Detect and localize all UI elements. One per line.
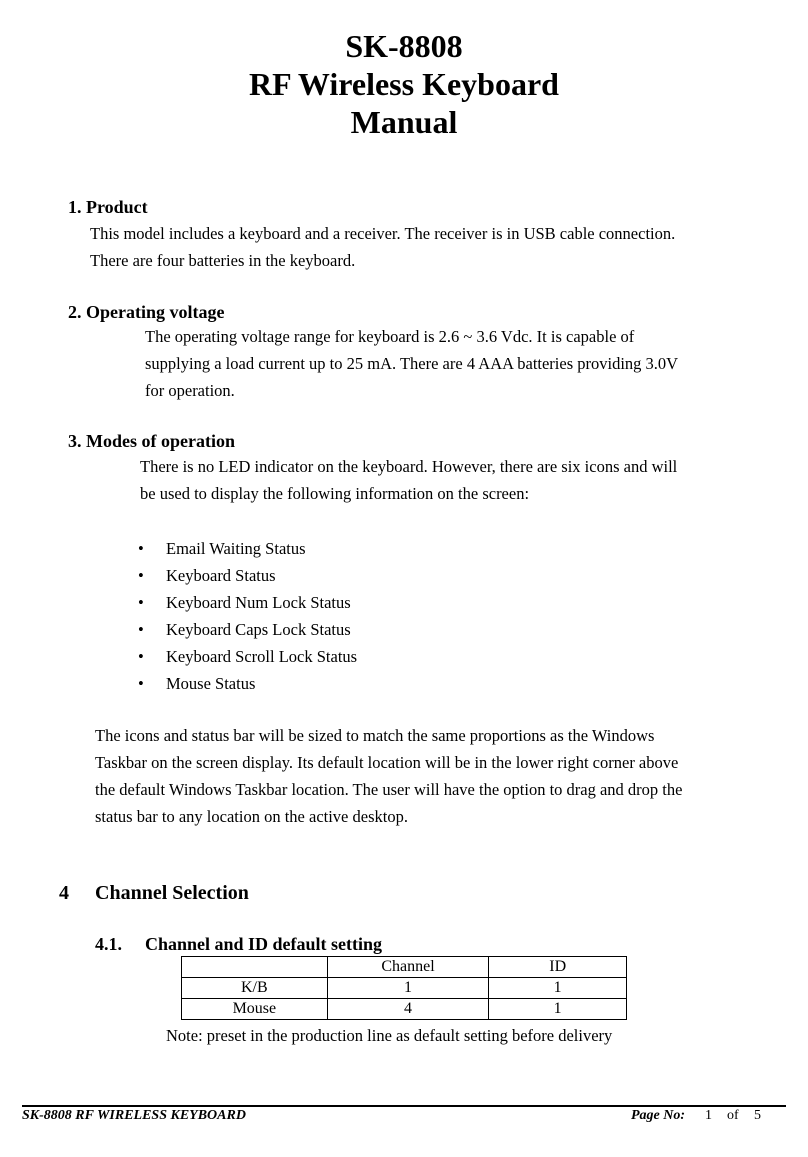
footer-divider xyxy=(22,1105,786,1107)
section-3-heading: 3. Modes of operation xyxy=(68,431,235,451)
bullet-icon: • xyxy=(138,566,144,585)
title-product-name: RF Wireless Keyboard xyxy=(249,66,559,102)
list-item xyxy=(138,643,357,670)
list-item xyxy=(138,670,357,697)
bullet-icon: • xyxy=(138,539,144,558)
table-header-row xyxy=(182,957,627,978)
table-cell: 1 xyxy=(327,978,489,999)
section-3-line-1: There is no LED indicator on the keyboard. However, there are six icons and will xyxy=(140,457,678,476)
channel-id-table xyxy=(181,956,627,1020)
section-1-line-2: There are four batteries in the keyboard. xyxy=(90,251,356,270)
table-cell: Mouse xyxy=(182,999,328,1020)
table-cell: 1 xyxy=(489,978,627,999)
section-3-para-line-2: Taskbar on the screen display. Its default location will be in the lower right corner above xyxy=(95,753,679,772)
section-3-para-line-1: The icons and status bar will be sized to match the same proportions as the Windows xyxy=(95,726,655,745)
table-header-cell: Channel xyxy=(327,957,489,978)
section-2-heading: 2. Operating voltage xyxy=(68,302,225,322)
title-model: SK-8808 xyxy=(345,28,463,64)
section-2-line-1: The operating voltage range for keyboard is 2.6 ~ 3.6 Vdc. It is capable of xyxy=(145,327,635,346)
list-item-text: Email Waiting Status xyxy=(166,539,306,558)
list-item xyxy=(138,589,357,616)
bullet-icon: • xyxy=(138,620,144,639)
table-header-cell: ID xyxy=(489,957,627,978)
table-note: Note: preset in the production line as default setting before delivery xyxy=(166,1026,613,1045)
footer-of-label: of xyxy=(727,1108,739,1123)
table-cell: 1 xyxy=(489,999,627,1020)
list-item-text: Keyboard Status xyxy=(166,566,276,585)
bullet-icon: • xyxy=(138,674,144,693)
footer-page-number: 1 xyxy=(705,1108,712,1123)
title-manual: Manual xyxy=(350,104,458,140)
footer-doc-title: SK-8808 RF WIRELESS KEYBOARD xyxy=(22,1108,246,1123)
section-2-line-3: for operation. xyxy=(145,381,235,400)
section-4-1-number: 4.1. xyxy=(95,934,122,954)
table-cell: K/B xyxy=(182,978,328,999)
footer-total-pages: 5 xyxy=(754,1108,761,1123)
table-cell: 4 xyxy=(327,999,489,1020)
list-item-text: Keyboard Caps Lock Status xyxy=(166,620,351,639)
list-item xyxy=(138,562,357,589)
section-1-heading: 1. Product xyxy=(68,197,148,217)
table-row xyxy=(182,978,627,999)
table-header-cell xyxy=(182,957,328,978)
list-item-text: Keyboard Scroll Lock Status xyxy=(166,647,358,666)
status-list xyxy=(138,535,357,697)
section-4-number: 4 xyxy=(59,882,69,904)
list-item-text: Mouse Status xyxy=(166,674,256,693)
table-row xyxy=(182,999,627,1020)
list-item xyxy=(138,535,357,562)
section-2-line-2: supplying a load current up to 25 mA. There are 4 AAA batteries providing 3.0V xyxy=(145,354,679,373)
section-1-line-1: This model includes a keyboard and a receiver. The receiver is in USB cable connection. xyxy=(90,224,676,243)
section-4-1-heading: Channel and ID default setting xyxy=(145,934,383,954)
section-4-heading: Channel Selection xyxy=(95,882,249,904)
section-3-para-line-3: the default Windows Taskbar location. The user will have the option to drag and drop the xyxy=(95,780,683,799)
list-item-text: Keyboard Num Lock Status xyxy=(166,593,351,612)
section-3-para-line-4: status bar to any location on the active desktop. xyxy=(95,807,408,826)
bullet-icon: • xyxy=(138,593,144,612)
footer-page-label: Page No: xyxy=(631,1108,686,1123)
bullet-icon: • xyxy=(138,647,144,666)
list-item xyxy=(138,616,357,643)
section-3-line-2: be used to display the following information on the screen: xyxy=(140,484,530,503)
